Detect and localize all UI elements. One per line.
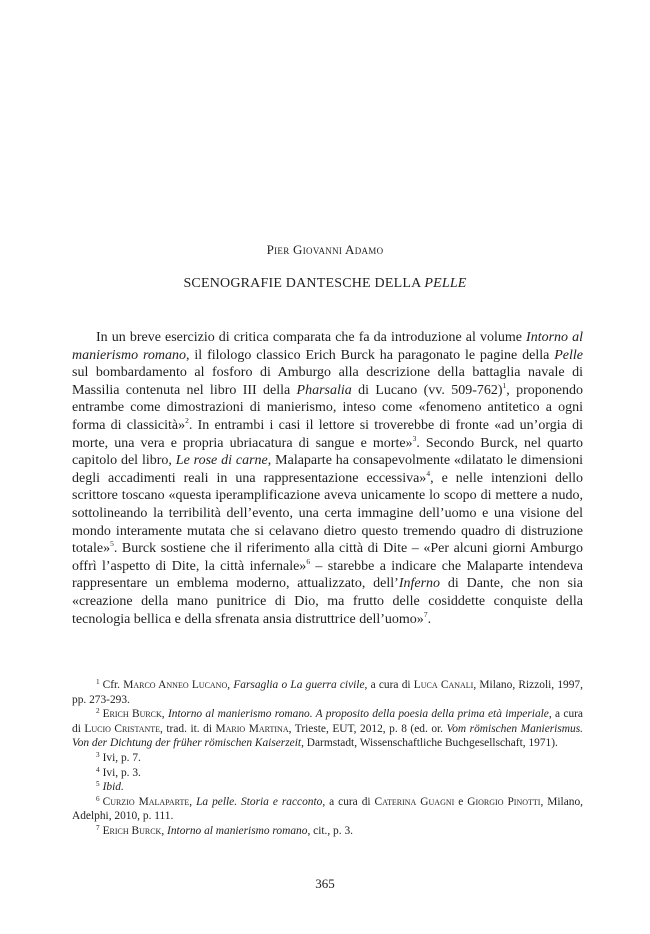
text-run: , cit., p. 3.: [307, 824, 353, 837]
text-run: , a cura di: [322, 795, 375, 808]
text-run: , Darmstadt, Wissenschaftliche Buchgesellschaft, 1971).: [301, 737, 558, 750]
footnote-number: 6: [96, 794, 100, 803]
book-title: Intorno al manierismo romano. A proposito della poesia della prima età imperiale: [167, 708, 549, 721]
text-run: ,: [161, 708, 168, 721]
author-name: Erich Burck: [102, 824, 162, 837]
text-run: ,: [227, 679, 234, 691]
text-run: , Malaparte ha consapevolmente «dilatato le dimensioni degli accadimenti reali in una rappresentazione eccessiva»: [72, 453, 583, 486]
text-run: , Milano, Rizzoli, 1997, pp. 273-293.: [72, 679, 583, 706]
author-name: Marco Anneo Lucano: [123, 679, 228, 691]
text-run: Ivi, p. 7.: [102, 751, 141, 764]
footnote-number: 5: [96, 780, 100, 789]
footnote-ref[interactable]: 6: [306, 556, 311, 566]
footnote: [72, 678, 583, 707]
text-run: , proponendo entrambe come dimostrazioni di manierismo, inteso come «fenomeno antitetico a ogni forma di classicità»: [72, 382, 583, 433]
book-title: Intorno al manierismo romano: [167, 824, 308, 837]
text-run: ,: [189, 795, 197, 808]
text-run: , a cura di: [364, 679, 414, 691]
footnote-number: 3: [96, 750, 100, 759]
author-name: Pier Giovanni Adamo: [266, 242, 384, 257]
book-title: La pelle. Storia e racconto: [196, 795, 323, 808]
translator-name: Mario Martina: [215, 722, 289, 735]
footnote-number: 7: [96, 823, 100, 832]
book-title: Pelle: [554, 347, 583, 363]
footnote: [72, 766, 583, 781]
text-run: . Secondo Burck, nel quarto capitolo del libro,: [72, 435, 583, 469]
text-run: , e nelle intenzioni dello scrittore toscano «questa iperamplificazione aveva unicamente lo scopo di mettere a nudo, sottolineando la terribilità dell’evento, una certa immagine dell’uomo e una visione del mondo interamente mutata che si celavano dietro questo tremendo quadro di distruzione totale»: [72, 470, 583, 557]
editor-name: Luca Canali: [413, 679, 474, 691]
footnote-ref[interactable]: 2: [185, 415, 189, 425]
text-run: . Burck sostiene che il riferimento alla città di Dite – «Per alcuni giorni Amburgo offrì l’aspetto di Dite, la città infernale»: [72, 541, 583, 574]
text-run: Ivi, p. 3.: [102, 766, 141, 779]
body-text: [72, 329, 583, 628]
text-run: , trad. it. di: [160, 722, 216, 735]
text-run: , Milano, Adelphi, 2010, p. 111.: [72, 795, 583, 823]
footnote-ref[interactable]: 3: [412, 433, 417, 443]
editor-name: Caterina Guagni: [374, 795, 455, 808]
footnotes: [72, 678, 583, 839]
footnote-ref[interactable]: 1: [502, 380, 507, 390]
footnote-ref[interactable]: 4: [426, 468, 431, 478]
footnote-number: 4: [96, 765, 100, 774]
editor-name: Giorgio Pinotti: [467, 795, 541, 808]
text-run: di Dante, che non sia «creazione della mano punitrice di Dio, ma frutto delle cosiddette conquiste della tecnologia bellica e della sfrenata ansia distruttrice dell’uomo»: [72, 576, 583, 627]
footnote-number: 1: [96, 678, 100, 686]
paragraph: [72, 329, 583, 628]
text-run: Ibid.: [102, 781, 124, 794]
text-run: , il filologo classico Erich Burck ha paragonato le pagine della: [186, 347, 555, 363]
book-title: Inferno: [398, 576, 441, 592]
title-italic: PELLE: [424, 276, 467, 291]
editor-name: Lucio Cristante: [84, 722, 161, 735]
book-title: Farsaglia o La guerra civile: [233, 679, 365, 691]
article-title: [0, 276, 650, 292]
author-name: Curzio Malaparte: [102, 795, 190, 808]
book-title: Intorno al manierismo romano: [72, 330, 583, 363]
title-text: SCENOGRAFIE DANTESCHE DELLA: [183, 276, 425, 291]
text-run: In un breve esercizio di critica comparata che fa da introduzione al volume: [96, 330, 527, 345]
author-name: Erich Burck: [102, 708, 162, 721]
text-run: – starebbe a indicare che Malaparte intendeva rappresentare un emblema moderno, attualizzato, dell’: [72, 558, 583, 592]
book-title: Vom römischen Manierismus. Von der Dichtung der früher römischen Kaiserzeit: [72, 722, 583, 750]
text-run: .: [427, 611, 432, 627]
footnote: [72, 795, 583, 824]
footnote-number: 2: [96, 707, 100, 716]
text-run: . In entrambi i casi il lettore si troverebbe di fronte «ad un’orgia di morte, una vera e propria ubriacatura di sangue e morte»: [72, 417, 583, 451]
text-run: sul bombardamento al fosforo di Amburgo alla descrizione della battaglia navale di Massilia contenuta nel libro III della: [72, 365, 583, 398]
text-run: , a cura di: [72, 708, 583, 735]
footnote: [72, 751, 583, 766]
text-run: Cfr.: [102, 679, 124, 691]
text-run: , Trieste, EUT, 2012, p. 8 (ed. or.: [288, 722, 447, 735]
footnote: [72, 707, 583, 751]
book-title: Pharsalia: [296, 382, 352, 398]
footnote-ref[interactable]: 7: [423, 609, 428, 619]
footnote: [72, 824, 583, 839]
page-number: 365: [315, 876, 335, 891]
text-run: di Lucano (vv. 509-762): [351, 382, 503, 398]
footnote-ref[interactable]: 5: [110, 539, 114, 549]
footnote: [72, 780, 583, 795]
text-run: e: [454, 795, 468, 808]
chapter-title: Le rose di carne: [175, 453, 268, 469]
text-run: ,: [161, 824, 168, 837]
